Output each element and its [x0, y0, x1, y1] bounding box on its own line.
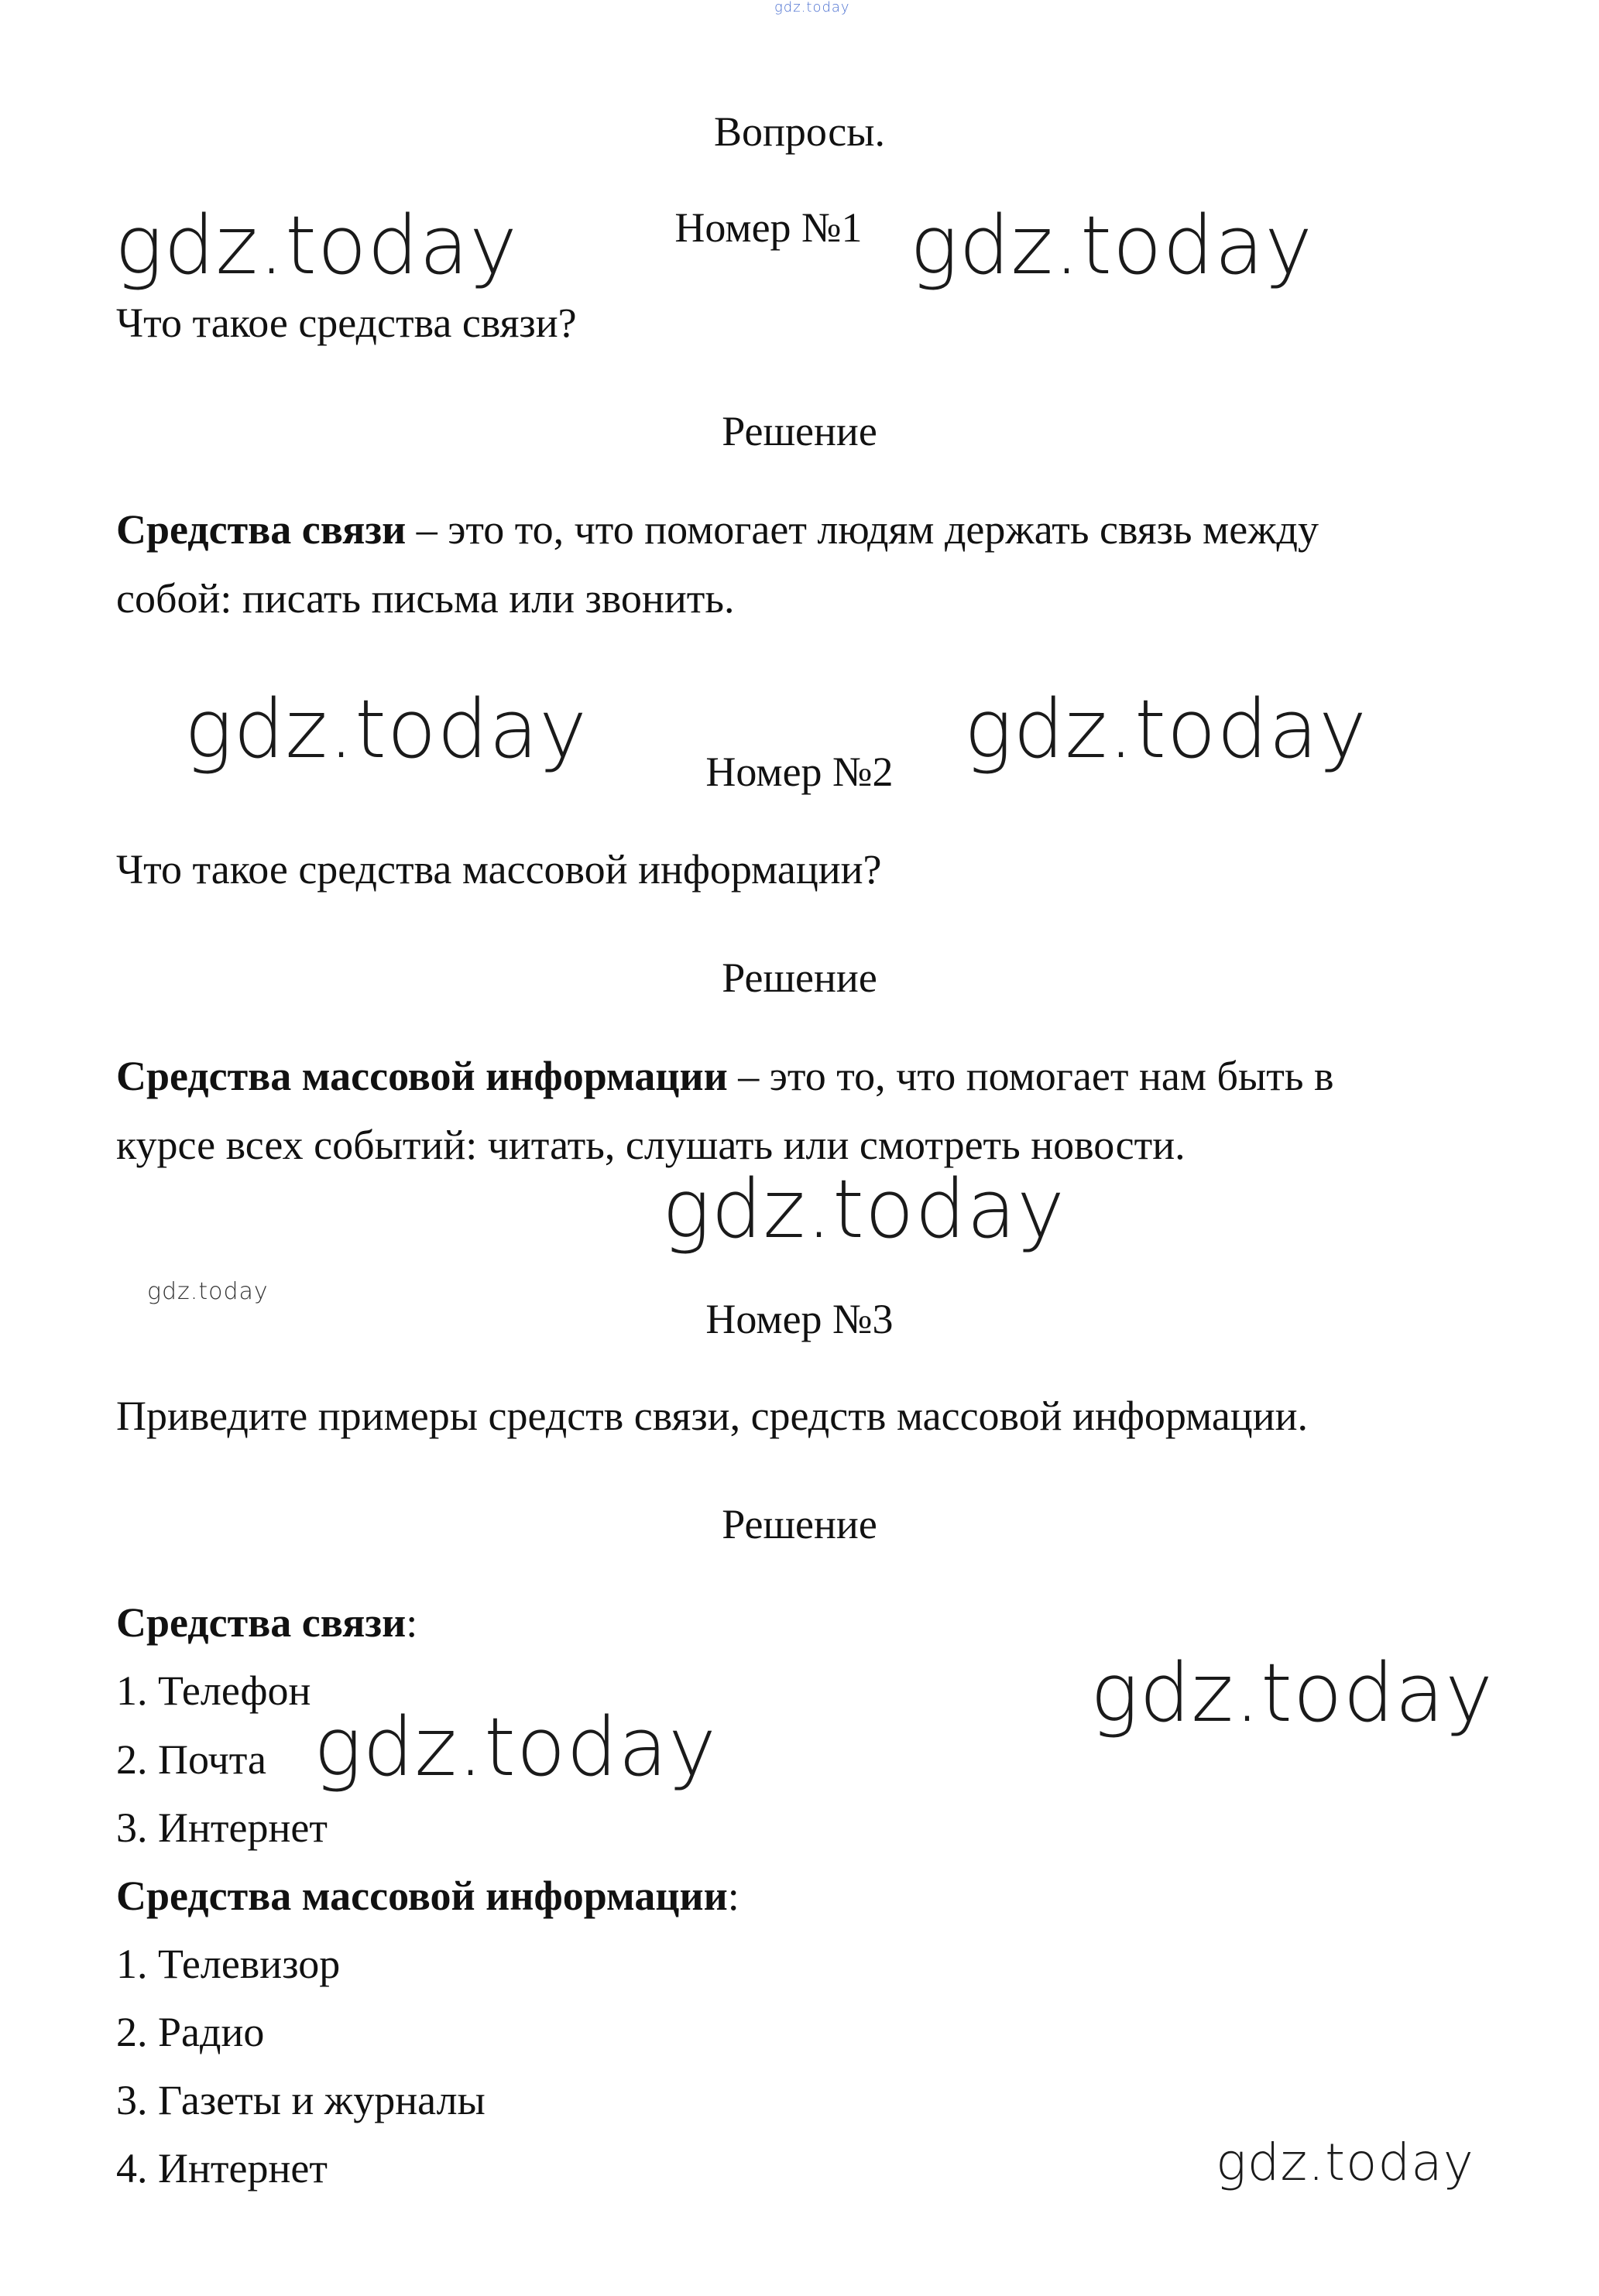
task-2-answer-line-1	[116, 1051, 1333, 1101]
group-1-heading-text: Средства связи	[116, 1599, 407, 1646]
watermark: gdz.today	[1216, 2133, 1474, 2192]
task-3-number: Номер №3	[705, 1296, 894, 1342]
watermark: gdz.today	[662, 1162, 1065, 1256]
task-3-group-2-heading	[116, 1871, 739, 1921]
group-1-item: 2. Почта	[116, 1736, 266, 1783]
task-1-answer-term: Средства связи	[116, 506, 407, 553]
page-title: Вопросы.	[713, 108, 885, 155]
group-2-item: 2. Радио	[116, 2009, 265, 2055]
task-2-solution-label: Решение	[722, 954, 877, 1001]
group-2-heading-text: Средства массовой информации	[116, 1873, 728, 1919]
task-2-question: Что такое средства массовой информации?	[116, 846, 882, 893]
watermark: gdz.today	[115, 198, 518, 293]
watermark: gdz.today	[147, 1278, 269, 1305]
group-1-item: 1. Телефон	[116, 1667, 311, 1714]
task-2-number: Номер №2	[705, 749, 894, 795]
task-3-solution-label: Решение	[722, 1501, 877, 1547]
task-3-question: Приведите примеры средств связи, средств массовой информации.	[116, 1393, 1308, 1439]
task-1-question: Что такое средства связи?	[116, 300, 577, 346]
task-1-number: Номер №1	[674, 204, 863, 251]
task-2-answer-term: Средства массовой информации	[116, 1053, 728, 1099]
watermark: gdz.today	[1090, 1646, 1494, 1740]
watermark: gdz.today	[964, 682, 1367, 776]
group-2-heading-colon: :	[727, 1873, 739, 1919]
task-3-group-1-heading	[116, 1598, 417, 1647]
task-2-answer-text: – это то, что помогает нам быть в	[727, 1053, 1334, 1099]
task-2-answer-line-2: курсе всех событий: читать, слушать или смотреть новости.	[116, 1122, 1186, 1168]
task-1-answer-line-2: собой: писать письма или звонить.	[116, 575, 735, 622]
group-1-heading-colon: :	[406, 1599, 418, 1646]
task-1-solution-label: Решение	[722, 408, 877, 454]
watermark-top: gdz.today	[774, 0, 850, 15]
task-1-answer-line-1	[116, 505, 1319, 554]
watermark: gdz.today	[314, 1700, 717, 1794]
task-1-answer-text: – это то, что помогает людям держать связь между	[406, 506, 1319, 553]
group-2-item: 1. Телевизор	[116, 1941, 341, 1987]
watermark: gdz.today	[184, 682, 588, 776]
group-2-item: 4. Интернет	[116, 2145, 328, 2191]
group-1-item: 3. Интернет	[116, 1804, 328, 1851]
watermark: gdz.today	[910, 198, 1313, 293]
group-2-item: 3. Газеты и журналы	[116, 2077, 486, 2123]
